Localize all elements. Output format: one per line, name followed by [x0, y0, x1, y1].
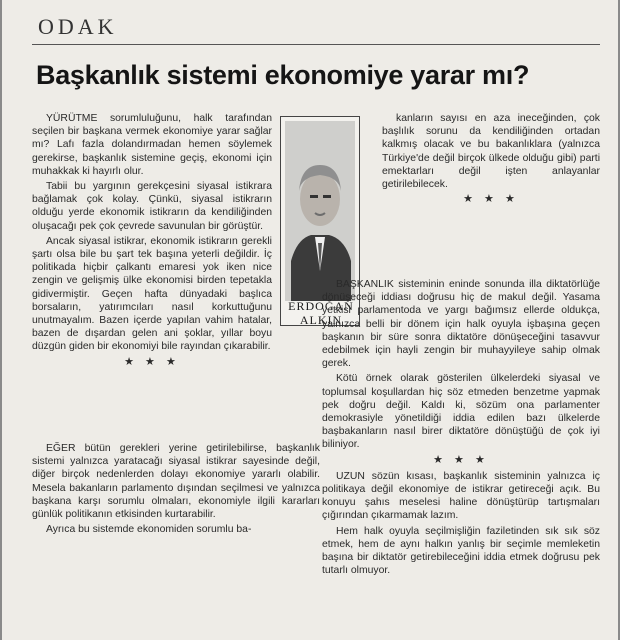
paragraph: EĞER bütün gerekleri yerine getirilebilirse, başkanlık sistemi yalnızca yaratacağı siyasal istikrar sayesinde değil, diğer birçok nedenlerden dolayı ekonomiye yararlı olabilir. Mesela bakanların parlamento dışından seçilmesi ve yalnızca başkana karşı sorumlu olmaları, ekonomiyle ilgili kararları günlük politikanın etkisinden kurtarabilir.	[32, 443, 320, 521]
paragraph: Ancak siyasal istikrar, ekonomik istikrarın gerekli şartı olsa bile bu şart tek başına yeterli değildir. İç politikada hiçbir çalkantı emaresi yok iken nice zengin ve gelişmiş ülke ekonomisi birden tepetakla gidivermiştir. Geçen hafta dünyadaki başlıca borsaların, yatırımcıları nasıl korkuttuğunu unutmayalım. Bazen içerde yapılan vahim hatalar, bazen de dışardan gelen ani şoklar, yıllar boyu düzgün giden bir ekonomiyi bile rayından çıkarabilir.	[32, 235, 272, 353]
paragraph: Tabii bu yargının gerekçesini siyasal istikrara bağlamak çok kolay. Çünkü, siyasal istikrarın olduğu yerde ekonomik istikrarın da kendiliğinden oluşacağı pek çok çevrede savunulan bir görüştür.	[32, 181, 272, 232]
paragraph: Hem halk oyuyla seçilmişliğin faziletinden sık sık söz etmek, hem de aynı halkın yanlış bir seçimle memleketin başına bir diktatör getirebileceğini iddia etmek doğrusu pek tutarlı olmuyor.	[322, 525, 600, 577]
headline: Başkanlık sistemi ekonomiye yarar mı?	[36, 60, 530, 90]
column-2	[382, 112, 600, 209]
paragraph: UZUN sözün kısası, başkanlık sisteminin yalnızca iç politikaya değil ekonomiye de istikrar getireceği açık. Bu konuyu şahıs meselesi haline dönüştürüp tartışmaları çığırından çıkarmamak lazım.	[322, 470, 600, 522]
author-byline: ERDOĞAN ALKIN	[288, 299, 354, 327]
column-1	[32, 112, 272, 372]
paragraph: Kötü örnek olarak gösterilen ülkelerdeki siyasal ve toplumsal koşullardan hiç söz etmeden benzetme yapmak pek doğru değil. Kaldı ki, sözüm ona parlamenter demokrasiyle yönetildiği iddia edilen bazı ülkelerde başbakanların nasıl birer diktatöre dönüştüğü de çok iyi biliniyor.	[322, 373, 600, 451]
section-separator: ★ ★ ★	[433, 453, 489, 466]
section-separator: ★ ★ ★	[463, 193, 519, 206]
section-separator: ★ ★ ★	[124, 355, 180, 368]
paragraph: YÜRÜTME sorumluluğunu, halk tarafından seçilen bir başkana vermek ekonomiye yarar sağlar mı? Lafı fazla dolandırmadan hemen söylemek gerekirse, başkanlık sistemine geçiş, ekonomi için muhakkak ki hayırlı olur.	[32, 113, 272, 177]
column-1-lower	[32, 442, 320, 538]
section-label: ODAK	[38, 14, 118, 39]
author-photo	[285, 121, 355, 301]
column-2-lower	[322, 278, 600, 579]
paragraph: kanların sayısı en aza ineceğinden, çok başlılık sorunu da kendiliğinden ortadan kalkmış olacak ve bu bakanlıklara (yalnızca Türkiye'de değil birçok ülkede olduğu gibi) parti emektarları değil işten anlayanlar getirilebilecek.	[382, 113, 600, 191]
paragraph: BAŞKANLIK sisteminin eninde sonunda illa diktatörlüğe dönüşeceği iddiası doğrusu hiç de makul değil. Yasama yetkisi parlamentoda ve yargı bağımsız ellerde oldukça, yalnızca belli bir dönem için halk oyuyla işbaşına geçen başkanın bir süre sonra diktatöre dönüşeceğini tasavvur edebilmek için hayli zengin bir muhayyileye sahip olmak gerek.	[322, 279, 600, 370]
paragraph: Ayrıca bu sistemde ekonomiden sorumlu ba-	[46, 524, 252, 536]
top-rule	[32, 44, 600, 45]
